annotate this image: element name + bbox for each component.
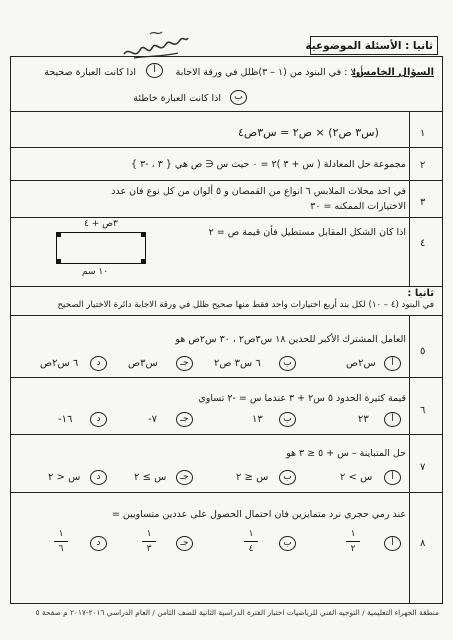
question5-label: السؤال الخامس: bbox=[352, 67, 434, 78]
item-number: ١ bbox=[420, 128, 426, 139]
page-footer: منطقة الجهراء التعليمية / التوجيه الفني للرياضيات اختبار الفترة الدراسية الثانية للصف الثامن / العام الدراسي ٢٠١٦-٢٠١٧ م صفحة ٥ bbox=[35, 608, 439, 617]
item-number: ٣ bbox=[420, 197, 426, 208]
fraction-denominator: ٣ bbox=[146, 544, 152, 554]
item-number: ٢ bbox=[420, 160, 426, 171]
row-line bbox=[10, 377, 443, 378]
option-mark-c: جـ bbox=[176, 536, 193, 551]
section-two-instructions: في البنود (٤ – ١٠) لكل بند أربع اختيارات واحد فقط منها صحيح ظلل في ورقة الاجابة دائرة الاختيار الصحيح bbox=[57, 300, 434, 310]
option-mark-a: أ bbox=[384, 536, 401, 551]
option-text: س٢ص bbox=[346, 358, 376, 369]
section-two-label: ثانيا : bbox=[407, 288, 434, 299]
fraction-denominator: ٤ bbox=[248, 544, 254, 554]
option-mark-d: د bbox=[90, 356, 107, 371]
row-line bbox=[10, 217, 443, 218]
fraction-option bbox=[142, 528, 156, 555]
option-mark-c: جـ bbox=[176, 412, 193, 427]
option-text: س ≤ ٢ bbox=[236, 472, 269, 483]
option-text: ١٣ bbox=[252, 414, 263, 425]
number-column-line bbox=[409, 315, 410, 604]
choice-a-circle: أ bbox=[146, 63, 163, 78]
fraction-numerator: ١ bbox=[350, 529, 356, 539]
fraction-numerator: ١ bbox=[146, 529, 152, 539]
option-text: س٣ص bbox=[128, 358, 158, 369]
option-text: س > ٢ bbox=[340, 472, 373, 483]
tf-item-text: (س٣ ص٢) × ص٢ = س٣ص٤ bbox=[238, 126, 379, 139]
option-mark-c: جـ bbox=[176, 356, 193, 371]
option-text: -٧ bbox=[148, 414, 157, 425]
item-number: ٧ bbox=[420, 462, 426, 473]
option-mark-b: ب bbox=[279, 536, 296, 551]
tf-item-text: في احد محلات الملابس ٦ انواع من القمصان و ٥ ألوان من كل نوع فان عدد bbox=[111, 186, 406, 197]
tf-item-text: اذا كان الشكل المقابل مستطيل فأن قيمة ص = ٢ bbox=[208, 227, 406, 238]
item-number: ٤ bbox=[420, 238, 426, 249]
true-statement-text: اذا كانت العبارة صحيحة bbox=[44, 67, 136, 78]
rectangle-top-label: ٣ص + ٤ bbox=[84, 219, 118, 229]
option-text: ٦ س٢ص bbox=[40, 358, 79, 369]
option-mark-a: أ bbox=[384, 356, 401, 371]
item-number: ٨ bbox=[420, 538, 426, 549]
option-text: ٢٣ bbox=[358, 414, 369, 425]
page-title: ثانيا : الأسئلة الموضوعية bbox=[305, 40, 433, 52]
fraction-numerator: ١ bbox=[58, 529, 64, 539]
row-line bbox=[10, 315, 443, 316]
rectangle-figure bbox=[56, 232, 146, 264]
row-line bbox=[10, 180, 443, 181]
fraction-option bbox=[244, 528, 258, 555]
option-mark-a: أ bbox=[384, 470, 401, 485]
row-line bbox=[10, 286, 443, 287]
option-mark-a: أ bbox=[384, 412, 401, 427]
option-text: س < ٢ bbox=[48, 472, 81, 483]
choice-b-circle: ب bbox=[230, 90, 247, 105]
mc-question-text: العامل المشترك الأكبر للحدين ١٨ س٣ص٢ ، ٣٠ س٢ص هو bbox=[175, 334, 406, 345]
number-column-line bbox=[409, 111, 410, 286]
row-line bbox=[10, 147, 443, 148]
option-mark-b: ب bbox=[279, 356, 296, 371]
row-line bbox=[10, 492, 443, 493]
option-text: ٦ س٣ ص٢ bbox=[214, 358, 261, 369]
option-text: -١٦ bbox=[58, 414, 73, 425]
item-number: ٥ bbox=[420, 346, 426, 357]
question5-intro: أولا : في البنود من (١ – ٣)ظلل في ورقة الاجابة bbox=[175, 67, 363, 78]
fraction-denominator: ٢ bbox=[350, 544, 356, 554]
option-mark-d: د bbox=[90, 412, 107, 427]
option-mark-b: ب bbox=[279, 412, 296, 427]
mc-question-text: قيمة كثيرة الحدود ٥ س٢ + ٣ عندما س = -٢ تساوي bbox=[198, 393, 406, 404]
tf-item-text: مجموعة حل المعادلة ( س + ٣ )٢ = ٠ حيث س ∈ ص هي { ٣ ، -٣ } bbox=[130, 159, 406, 170]
false-statement-text: اذا كانت العبارة خاطئة bbox=[133, 93, 221, 104]
option-mark-b: ب bbox=[279, 470, 296, 485]
row-line bbox=[10, 434, 443, 435]
item-number: ٦ bbox=[420, 405, 426, 416]
fraction-option bbox=[54, 528, 68, 555]
row-line bbox=[10, 111, 443, 112]
mc-question-text: حل المتباينة – س + ٥ ≤ ٣ هو bbox=[286, 448, 406, 459]
rectangle-bottom-label: ١٠ سم bbox=[82, 267, 109, 277]
fraction-numerator: ١ bbox=[248, 529, 254, 539]
tf-item-text: الاختيارات الممكنه = ٣٠ bbox=[310, 201, 406, 212]
fraction-denominator: ٦ bbox=[58, 544, 64, 554]
option-mark-d: د bbox=[90, 470, 107, 485]
title-box bbox=[305, 36, 438, 55]
mc-question-text: عند رمي حجري نرد متمايزين فان احتمال الحصول على عددين متساويين = bbox=[111, 509, 406, 520]
fraction-option bbox=[346, 528, 360, 555]
option-text: س ≥ ٢ bbox=[134, 472, 167, 483]
option-mark-c: جـ bbox=[176, 470, 193, 485]
option-mark-d: د bbox=[90, 536, 107, 551]
